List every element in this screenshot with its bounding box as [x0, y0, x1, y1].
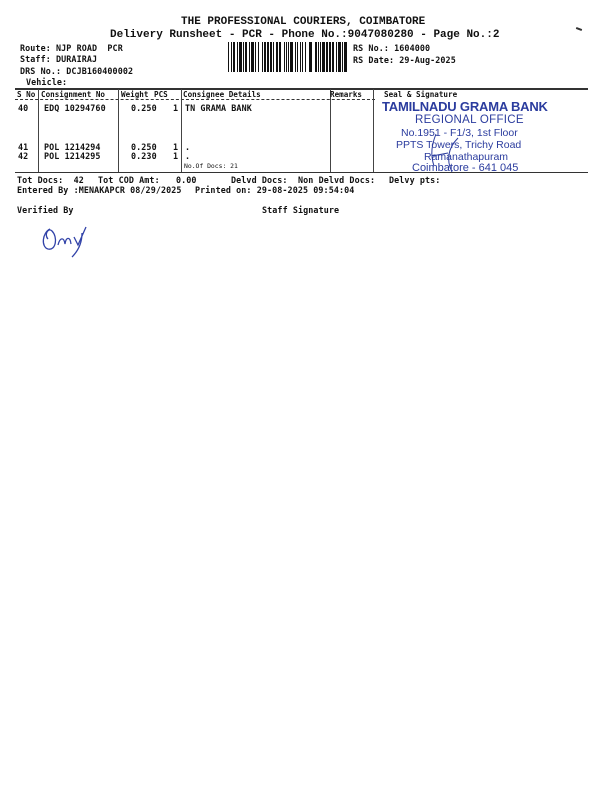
- barcode-bar: [286, 42, 287, 72]
- header-seal: Seal & Signature: [384, 90, 458, 99]
- row-41-weight: 0.250: [131, 142, 157, 152]
- barcode-bar: [305, 42, 306, 72]
- barcode-bar: [320, 42, 321, 72]
- header-pcs: PCS: [154, 90, 168, 99]
- runsheet-subtitle: Delivery Runsheet - PCR - Phone No.:9047080280 - Page No.:2: [110, 29, 500, 41]
- barcode-bar: [329, 42, 331, 72]
- barcode-bar: [338, 42, 341, 72]
- barcode-bar: [255, 42, 256, 72]
- staff-signature-label: Staff Signature: [262, 205, 340, 215]
- staff-label: Staff: DURAIRAJ: [20, 54, 98, 64]
- col-divider-remarks: [373, 89, 374, 172]
- barcode-bar: [336, 42, 337, 72]
- barcode-bar: [231, 42, 232, 72]
- col-divider-consignment: [118, 89, 119, 172]
- total-cod-label: Tot COD Amt:: [98, 175, 160, 185]
- rs-number: RS No.: 1604000: [353, 43, 431, 53]
- barcode-bar: [322, 42, 325, 72]
- col-divider-consignee: [330, 89, 331, 172]
- printed-on: Printed on: 29-08-2025 09:54:04: [195, 185, 355, 195]
- vehicle-label: Vehicle:: [26, 77, 68, 87]
- barcode-image: [228, 42, 350, 72]
- stamp-regional-office: REGIONAL OFFICE: [415, 114, 524, 126]
- stamp-address-line1: No.1951 - F1/3, 1st Floor: [401, 127, 518, 139]
- barcode-bar: [267, 42, 269, 72]
- barcode-bar: [326, 42, 328, 72]
- barcode-bar: [262, 42, 263, 72]
- stamp-address-line4: Coimbatore - 641 045: [412, 162, 519, 174]
- entered-by: Entered By :MENAKAPCR 08/29/2025: [17, 185, 182, 195]
- row-40-weight: 0.250: [131, 103, 157, 113]
- company-title: THE PROFESSIONAL COURIERS, COIMBATORE: [181, 16, 426, 28]
- barcode-bar: [332, 42, 334, 72]
- row-41-pcs: 1: [173, 142, 179, 152]
- rs-date: RS Date: 29-Aug-2025: [353, 55, 456, 65]
- barcode-bar: [264, 42, 266, 72]
- barcode-bar: [249, 42, 250, 72]
- non-delivered-docs-label: Non Delvd Docs:: [298, 175, 376, 185]
- stamp-address-line2: PPTS Towers, Trichy Road: [396, 139, 522, 151]
- row-41-sno: 41: [18, 142, 29, 152]
- barcode-bar: [228, 42, 229, 72]
- barcode-bar: [279, 42, 281, 72]
- row-42-consignee: .: [185, 151, 191, 161]
- barcode-bar: [243, 42, 244, 72]
- barcode-bar: [342, 42, 343, 72]
- barcode-bar: [290, 42, 293, 72]
- ink-signature-strokes: [418, 126, 498, 176]
- barcode-bar: [295, 42, 296, 72]
- barcode-bar: [344, 42, 347, 72]
- barcode-bar: [237, 42, 238, 72]
- barcode-bar: [258, 42, 259, 72]
- delivery-points-label: Delvy pts:: [389, 175, 441, 185]
- barcode-bar: [233, 42, 235, 72]
- header-remarks: Remarks: [330, 90, 363, 99]
- route-label: Route: NJP ROAD PCR: [20, 43, 123, 53]
- row-42-consignment: POL 1214295: [44, 151, 101, 161]
- barcode-bar: [288, 42, 289, 72]
- barcode-bar: [309, 42, 312, 72]
- drs-number: DRS No.: DCJB160400002: [20, 66, 134, 76]
- barcode-bar: [315, 42, 317, 72]
- row-40-pcs: 1: [173, 103, 179, 113]
- barcode-bar: [302, 42, 303, 72]
- row-42-weight: 0.230: [131, 151, 157, 161]
- barcode-bar: [273, 42, 274, 72]
- row-41-consignee: .: [185, 142, 191, 152]
- total-cod-value: 0.00: [176, 175, 197, 185]
- barcode-bar: [318, 42, 319, 72]
- barcode-bar: [251, 42, 254, 72]
- stamp-bank-name: TAMILNADU GRAMA BANK: [382, 99, 548, 114]
- row-40-sno: 40: [18, 103, 29, 113]
- row-40-consignee: TN GRAMA BANK: [185, 103, 252, 113]
- barcode-bar: [270, 42, 272, 72]
- row-42-pcs: 1: [173, 151, 179, 161]
- table-header-divider: [15, 99, 375, 100]
- barcode-bar: [239, 42, 242, 72]
- barcode-bar: [297, 42, 298, 72]
- stamp-address-line3: Ramanathapuram: [424, 151, 509, 163]
- header-weight: Weight: [121, 90, 149, 99]
- row-41-consignment: POL 1214294: [44, 142, 101, 152]
- col-divider-sno: [38, 89, 39, 172]
- col-divider-weight: [181, 89, 182, 172]
- total-docs: Tot Docs: 42: [17, 175, 84, 185]
- row-42-sno: 42: [18, 151, 29, 161]
- verifier-signature: [38, 215, 98, 260]
- row-40-consignment: EDQ 10294760: [44, 103, 106, 113]
- header-consignment: Consignment No: [41, 90, 106, 99]
- scan-mark: [576, 27, 582, 31]
- barcode-bar: [276, 42, 278, 72]
- header-consignee: Consignee Details: [183, 90, 261, 99]
- barcode-bar: [284, 42, 285, 72]
- no-of-docs: No.Of Docs: 21: [184, 162, 238, 170]
- header-sno: S No: [17, 90, 36, 99]
- barcode-bar: [245, 42, 247, 72]
- delivered-docs-label: Delvd Docs:: [231, 175, 288, 185]
- verified-by-label: Verified By: [17, 205, 74, 215]
- barcode-bar: [300, 42, 301, 72]
